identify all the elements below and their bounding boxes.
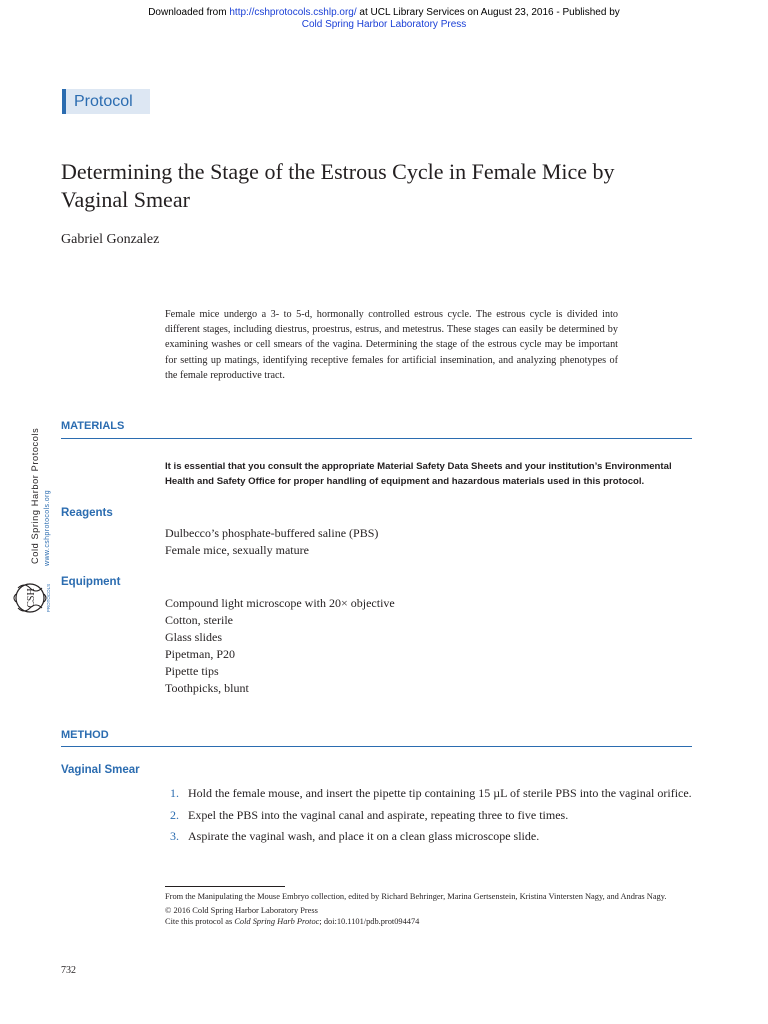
download-banner bbox=[0, 7, 768, 31]
step-number: 3. bbox=[170, 829, 179, 843]
cite-prefix: Cite this protocol as bbox=[165, 917, 235, 926]
protocol-badge: Protocol bbox=[62, 89, 150, 114]
page-number: 732 bbox=[61, 965, 76, 976]
cite-doi: ; doi:10.1101/pdb.prot094474 bbox=[319, 917, 420, 926]
author-name: Gabriel Gonzalez bbox=[61, 232, 160, 247]
abstract: Female mice undergo a 3- to 5-d, hormonally controlled estrous cycle. The estrous cycle is divided into different stages, including diestrus, proestrus, estrus, and metestrus. These stages can easily be determined by examining washes or cell smears of the vagina. Determining the stage of the estrous cycle may be important for setting up matings, identifying receptive females for artificial insemination, and analyzing phenotypes of the female reproductive tract. bbox=[165, 309, 618, 381]
reagents-list bbox=[165, 525, 378, 559]
collection-note: From the Manipulating the Mouse Embryo collection, edited by Richard Behringer, Marina Gertsenstein, Kristina Vintersten Nagy, and Andras Nagy. bbox=[165, 892, 667, 901]
equipment-list bbox=[165, 595, 395, 697]
step-item bbox=[170, 786, 692, 802]
list-item: Pipetman, P20 bbox=[165, 647, 236, 661]
download-prefix: Downloaded from bbox=[148, 7, 230, 18]
article-title: Determining the Stage of the Estrous Cycle in Female Mice by Vaginal Smear bbox=[61, 159, 615, 212]
csh-logo-icon bbox=[10, 574, 58, 630]
sidebar-journal-name: Cold Spring Harbor Protocols bbox=[30, 427, 40, 564]
materials-rule bbox=[61, 438, 692, 439]
step-text: Hold the female mouse, and insert the pipette tip containing 15 µL of sterile PBS into the vaginal orifice. bbox=[188, 786, 692, 800]
step-number: 2. bbox=[170, 807, 179, 822]
logo-text: CSH bbox=[26, 588, 37, 608]
step-item bbox=[170, 808, 692, 824]
step-number: 1. bbox=[170, 786, 179, 800]
footer bbox=[165, 891, 693, 928]
safety-note: It is essential that you consult the appropriate Material Safety Data Sheets and your institution’s Environmental Health and Safety Office for proper handling of equipment and hazardous materials used in this protocol. bbox=[165, 461, 672, 487]
method-steps bbox=[170, 786, 692, 851]
copyright: © 2016 Cold Spring Harbor Laboratory Press bbox=[165, 905, 318, 915]
list-item: Toothpicks, blunt bbox=[165, 681, 249, 695]
materials-heading: MATERIALS bbox=[61, 420, 125, 432]
list-item: Female mice, sexually mature bbox=[165, 543, 309, 557]
step-item bbox=[170, 829, 692, 845]
list-item: Dulbecco’s phosphate-buffered saline (PBS) bbox=[165, 526, 379, 540]
list-item: Cotton, sterile bbox=[165, 613, 233, 627]
citation bbox=[165, 916, 693, 928]
cshprotocols-link[interactable]: http://cshprotocols.cshlp.org/ bbox=[229, 7, 357, 18]
list-item: Glass slides bbox=[165, 630, 222, 644]
cite-journal: Cold Spring Harb Protoc bbox=[234, 917, 320, 926]
reagents-heading: Reagents bbox=[61, 507, 113, 519]
vaginal-smear-heading: Vaginal Smear bbox=[61, 764, 140, 776]
method-rule bbox=[61, 746, 692, 747]
logo-subtext: PROTOCOLS bbox=[46, 583, 51, 613]
footer-rule bbox=[165, 886, 285, 887]
equipment-heading: Equipment bbox=[61, 576, 121, 588]
list-item: Compound light microscope with 20× objective bbox=[165, 596, 395, 610]
list-item: Pipette tips bbox=[165, 664, 219, 678]
publisher-link[interactable]: Cold Spring Harbor Laboratory Press bbox=[301, 19, 467, 30]
method-heading: METHOD bbox=[61, 729, 109, 741]
sidebar-url[interactable]: www.cshprotocols.org bbox=[44, 489, 51, 566]
download-suffix: at UCL Library Services on August 23, 2016 - Published by bbox=[356, 7, 620, 18]
step-text: Aspirate the vaginal wash, and place it on a clean glass microscope slide. bbox=[188, 829, 540, 843]
step-text: Expel the PBS into the vaginal canal and aspirate, repeating three to five times. bbox=[188, 807, 569, 822]
